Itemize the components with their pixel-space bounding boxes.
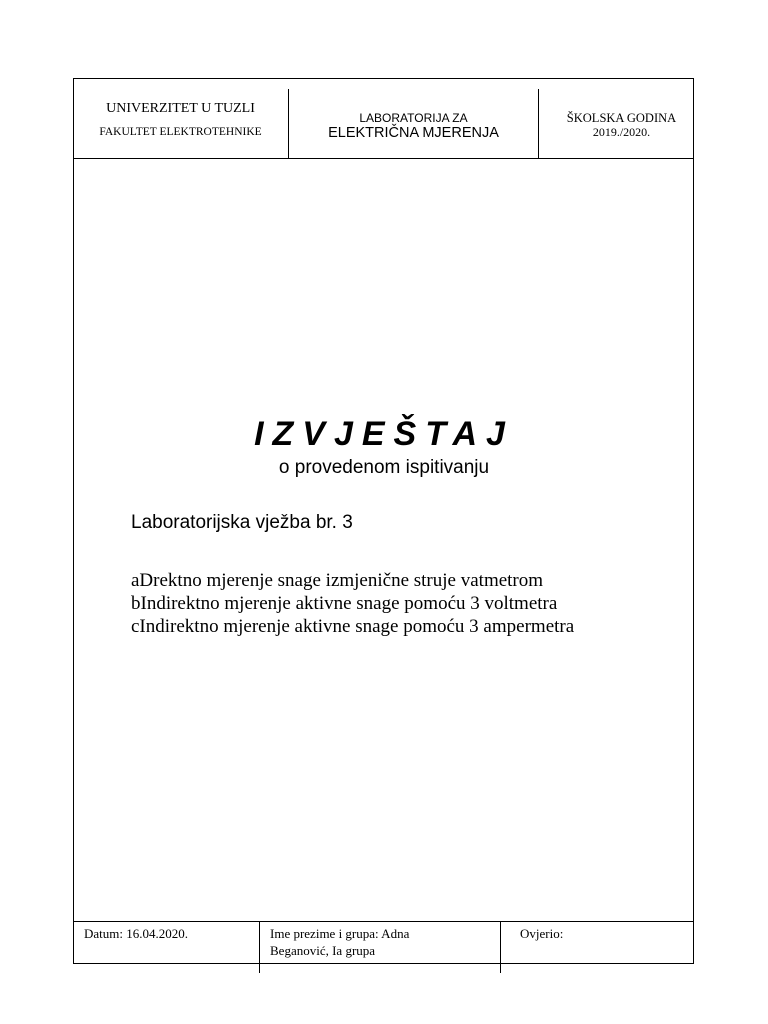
exercise-number: Laboratorijska vježba br. 3 [131,512,353,533]
footer-column-divider-1 [259,921,260,973]
exercise-item-a: aDrektno mjerenje snage izmjenične struje vatmetrom [131,570,544,591]
lab-name: ELEKTRIČNA MJERENJA [328,125,499,141]
exercise-item-b: bIndirektno mjerenje aktivne snage pomoću 3 voltmetra [131,593,558,614]
report-title: IZVJEŠTAJ [254,415,514,453]
student-name-line1: Ime prezime i grupa: Adna [270,926,410,941]
exercise-item-c: cIndirektno mjerenje aktivne snage pomoću 3 ampermetra [131,616,575,637]
report-subtitle: o provedenom ispitivanju [278,457,490,478]
school-year-label: ŠKOLSKA GODINA [566,111,677,125]
lab-label: LABORATORIJA ZA [359,111,468,125]
verified-by-label: Ovjerio: [520,926,564,941]
footer-column-divider-2 [500,921,501,973]
university-name: UNIVERZITET U TUZLI [106,101,255,116]
footer-divider [73,921,694,922]
header-divider [73,158,694,159]
faculty-name: FAKULTET ELEKTROTEHNIKE [99,126,262,138]
exercise-items [131,569,574,638]
school-year-value: 2019./2020. [592,125,651,139]
report-date: Datum: 16.04.2020. [84,926,188,941]
student-name-line2: Beganović, Ia grupa [270,943,376,958]
